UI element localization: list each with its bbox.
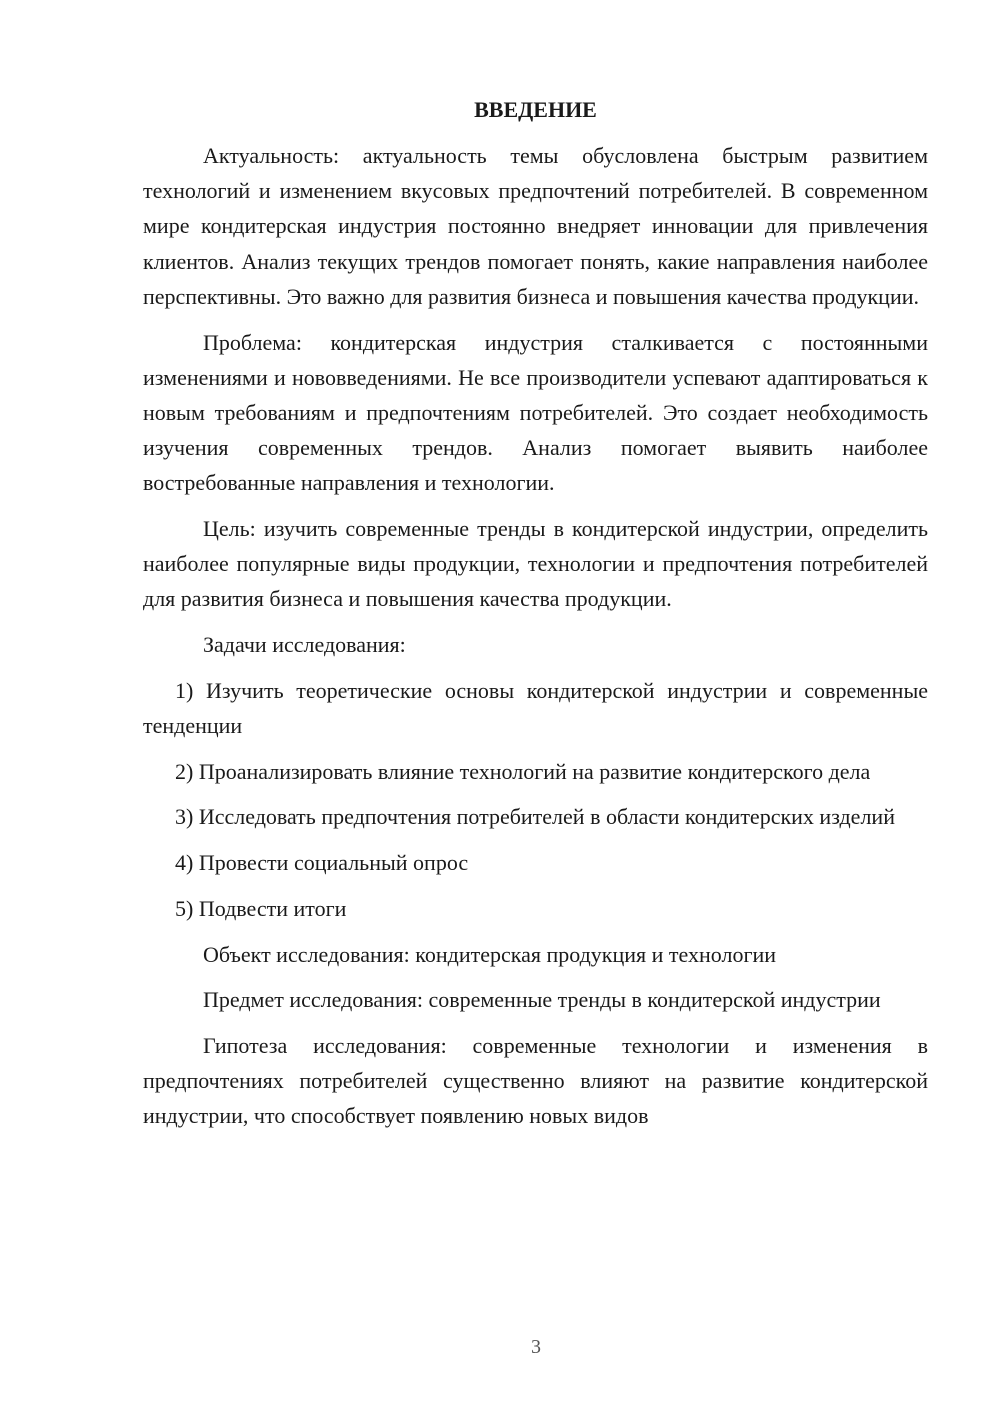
task-item-2: 2) Проанализировать влияние технологий на развитие кондитерского дела: [175, 758, 871, 784]
task-item-1: 1) Изучить теоретические основы кондитерской индустрии и современные тенденции: [143, 677, 928, 739]
paragraph-object: Объект исследования: кондитерская продукция и технологии: [203, 941, 777, 967]
task-item-4: 4) Провести социальный опрос: [175, 850, 469, 876]
task-item-3: 3) Исследовать предпочтения потребителей в области кондитерских изделий: [175, 804, 895, 830]
section-title: ВВЕДЕНИЕ: [474, 97, 597, 122]
paragraph-hypothesis: Гипотеза исследования: современные технологии и изменения в предпочтениях потребителей существенно влияют на развитие кондитерской индустрии, что способствует появлению новых видов: [143, 1032, 928, 1129]
paragraph-relevance: Актуальность: актуальность темы обусловлена быстрым развитием технологий и изменением вкусовых предпочтений потребителей. В современном мире кондитерская индустрия постоянно внедряет инновации для привлечения клиентов. Анализ текущих трендов помогает понять, какие направления наиболее перспективны. Это важно для развития бизнеса и повышения качества продукции.: [143, 143, 928, 309]
task-item-5: 5) Подвести итоги: [175, 895, 347, 921]
page-number: 3: [531, 1336, 541, 1358]
paragraph-subject: Предмет исследования: современные тренды в кондитерской индустрии: [203, 987, 881, 1013]
document-page: [143, 92, 928, 1134]
paragraph-goal: Цель: изучить современные тренды в кондитерской индустрии, определить наиболее популярные виды продукции, технологии и предпочтения потребителей для развития бизнеса и повышения качества продукции.: [143, 516, 928, 612]
paragraph-problem: Проблема: кондитерская индустрия сталкивается с постоянными изменениями и нововведениями. Не все производители успевают адаптироваться к новым требованиям и предпочтениям потребителей. Это создает необходимость изучения современных трендов. Анализ помогает выявить наиболее востребованные направления и технологии.: [143, 329, 928, 496]
paragraph-tasks-heading: Задачи исследования:: [203, 632, 406, 658]
